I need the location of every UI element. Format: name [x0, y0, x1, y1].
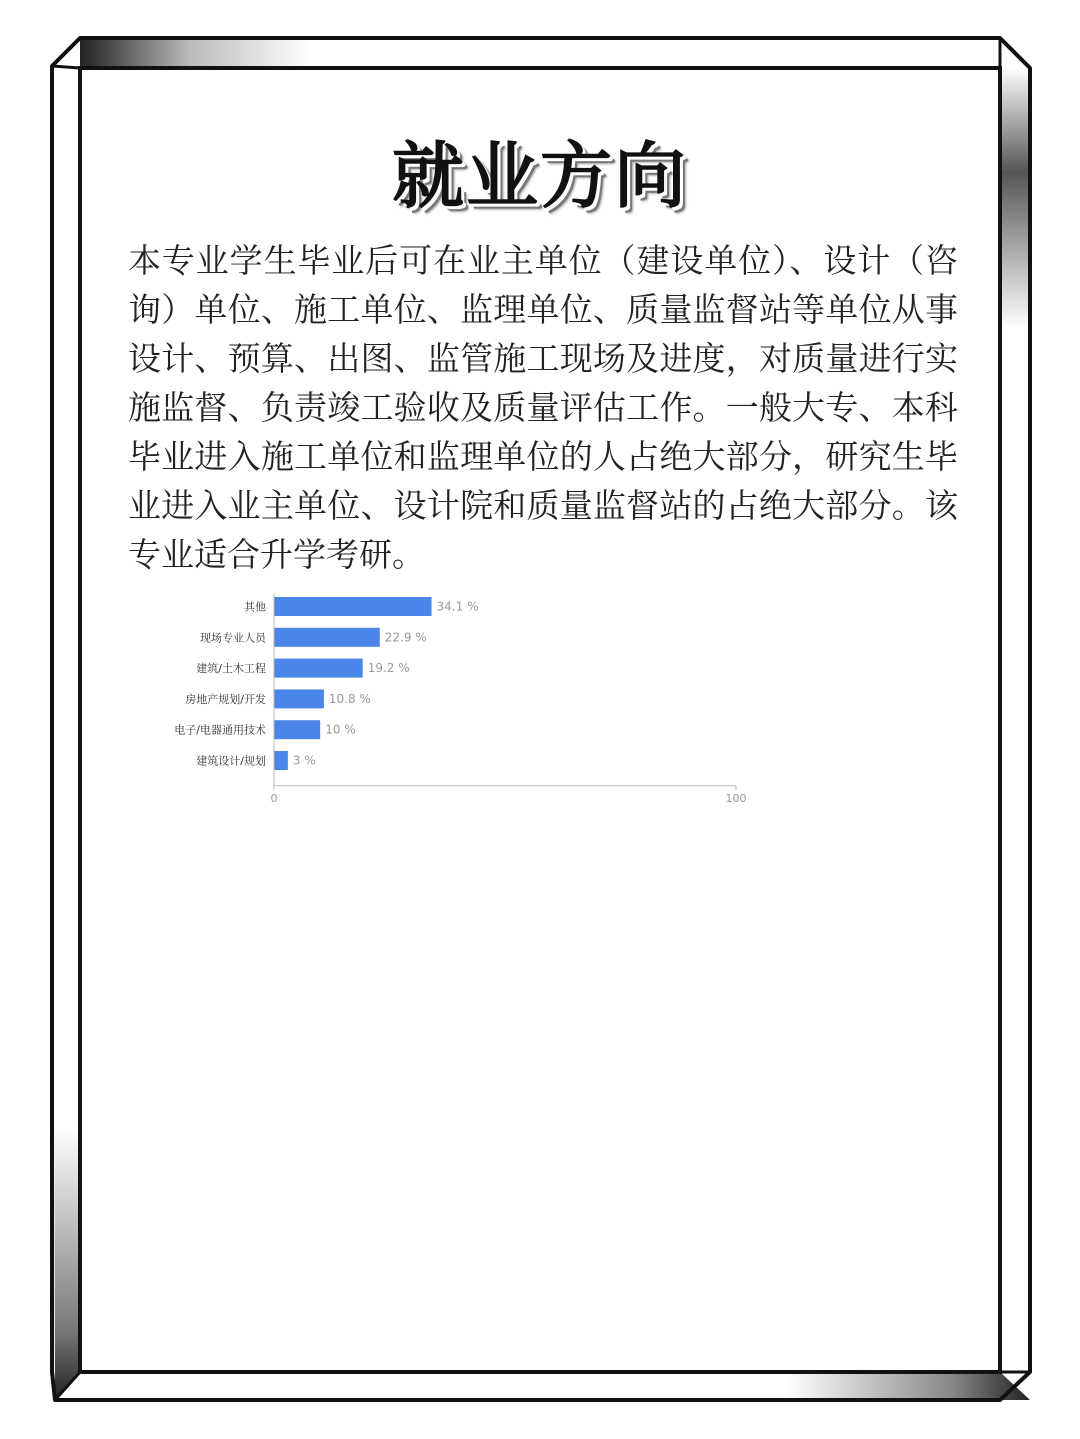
chart-x-tick-label: 0	[270, 791, 278, 805]
chart-value-label: 19.2 %	[367, 661, 410, 676]
chart-value-label: 10.8 %	[328, 691, 371, 706]
chart-bar	[274, 597, 432, 616]
chart-category-label: 其他	[244, 600, 266, 614]
frame-left-bevel	[52, 38, 80, 1400]
chart-x-tick-label: 100	[725, 791, 747, 805]
chart-category-label: 电子/电器通用技术	[174, 723, 266, 737]
chart-bar	[274, 720, 320, 739]
body-paragraph: 本专业学生毕业后可在业主单位（建设单位）、设计（咨询）单位、施工单位、监理单位、质量监督站等单位从事设计、预算、出图、监管施工现场及进度，对质量进行实施监督、负责竣工验收及质量评估工作。一般大专、本科毕业进入施工单位和监理单位的人占绝大部分，研究生毕业进入业主单位、设计院和质量监督站的占绝大部分。该专业适合升学考研。	[128, 241, 958, 574]
frame-right-bevel	[1000, 68, 1030, 1372]
chart-value-label: 10 %	[325, 722, 356, 737]
chart-value-label: 22.9 %	[384, 630, 427, 645]
chart-category-label: 现场专业人员	[200, 631, 266, 645]
chart-value-label: 34.1 %	[436, 599, 479, 614]
chart-value-label: 3 %	[292, 753, 316, 768]
chart-category-label: 房地产规划/开发	[185, 692, 266, 706]
chart-category-label: 建筑设计/规划	[196, 754, 266, 768]
page-title: 就业方向	[391, 134, 688, 218]
chart-bar	[274, 659, 363, 678]
chart-category-label: 建筑/土木工程	[196, 662, 266, 676]
frame-bottom-bevel	[55, 1372, 1030, 1400]
chart-bar	[274, 751, 288, 770]
chart-bar	[274, 689, 324, 708]
employment-bar-chart	[150, 585, 770, 805]
chart-bar	[274, 628, 380, 647]
frame-top-bevel	[80, 38, 1000, 68]
